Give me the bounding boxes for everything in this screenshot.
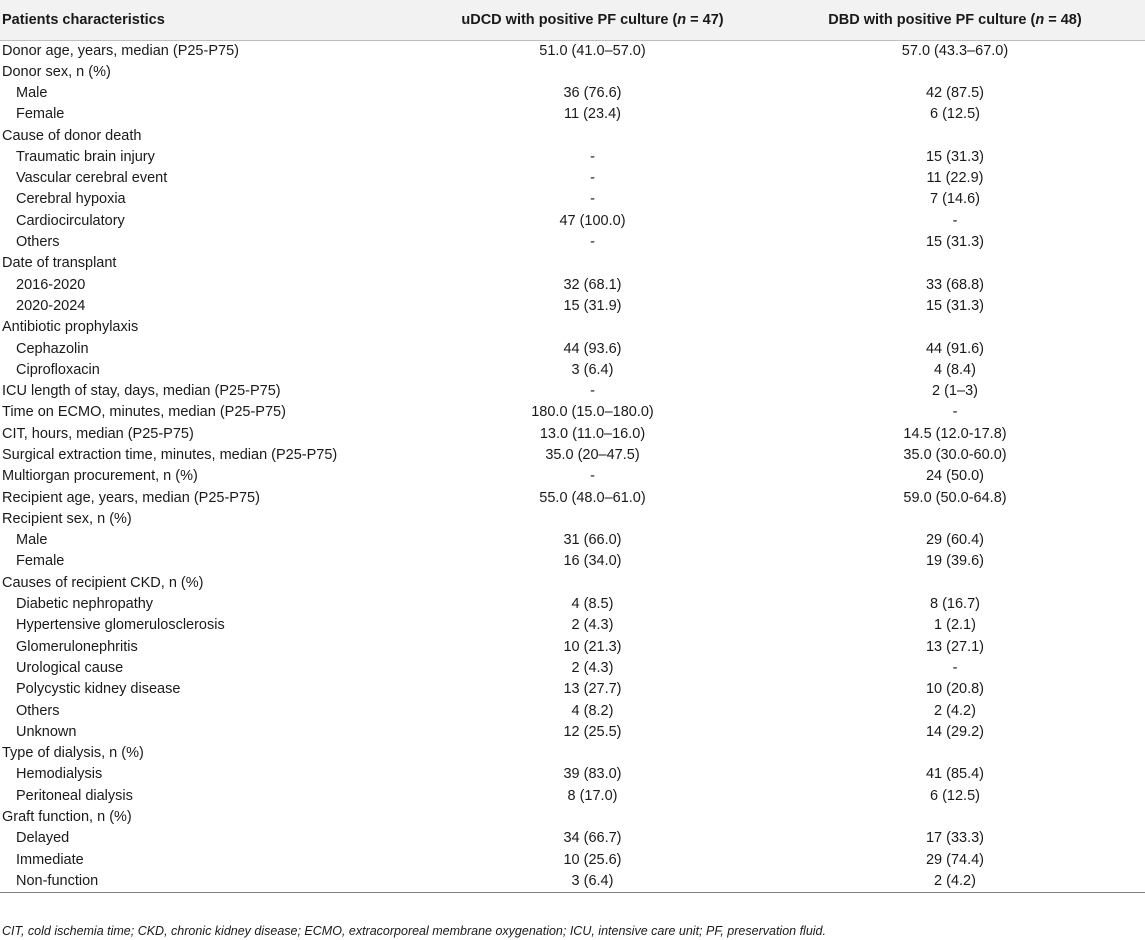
row-label: Cardiocirculatory <box>16 212 125 229</box>
udcd-value: 39 (83.0) <box>563 766 622 783</box>
table-row <box>0 62 1145 83</box>
row-label: Recipient age, years, median (P25-P75) <box>2 489 260 506</box>
dbd-value: 15 (31.3) <box>925 148 985 165</box>
table-row <box>0 487 1145 508</box>
table-row <box>0 296 1145 317</box>
row-label: Causes of recipient CKD, n (%) <box>2 574 204 591</box>
header-dbd-suffix: = 48) <box>1044 11 1082 28</box>
dbd-value: 13 (27.1) <box>925 638 985 655</box>
udcd-value: 31 (66.0) <box>563 532 622 549</box>
table-row <box>0 338 1145 359</box>
table-row <box>0 211 1145 232</box>
table-header <box>0 0 1145 40</box>
row-label: CIT, hours, median (P25-P75) <box>2 425 194 442</box>
dbd-value <box>765 509 1145 530</box>
udcd-value: - <box>590 468 595 485</box>
udcd-value: - <box>590 191 595 208</box>
header-dbd-prefix: DBD with positive PF culture ( <box>828 11 1036 28</box>
row-label: Male <box>16 84 48 101</box>
table-row <box>0 509 1145 530</box>
table-row <box>0 466 1145 487</box>
udcd-value: 32 (68.1) <box>563 276 622 293</box>
row-label: Hemodialysis <box>16 766 103 783</box>
table-row <box>0 764 1145 785</box>
row-label: Donor sex, n (%) <box>2 63 111 80</box>
udcd-value: 10 (21.3) <box>563 638 622 655</box>
table-row <box>0 615 1145 636</box>
row-label: Ciprofloxacin <box>16 361 100 378</box>
dbd-value: 6 (12.5) <box>930 106 980 123</box>
row-label: Graft function, n (%) <box>2 809 132 826</box>
table-row <box>0 786 1145 807</box>
table-row <box>0 40 1145 62</box>
udcd-value: 3 (6.4) <box>571 361 614 378</box>
udcd-value: 51.0 (41.0–57.0) <box>539 42 646 59</box>
dbd-value: - <box>952 404 958 421</box>
row-label: Diabetic nephropathy <box>16 596 154 613</box>
row-label: Cause of donor death <box>2 127 142 144</box>
row-label: Glomerulonephritis <box>16 638 138 655</box>
dbd-value: 1 (2.1) <box>934 617 976 634</box>
table-row <box>0 828 1145 849</box>
dbd-value: 6 (12.5) <box>930 787 980 804</box>
table-row <box>0 274 1145 295</box>
udcd-value: - <box>590 170 595 187</box>
table-row <box>0 381 1145 402</box>
row-label: Female <box>16 553 65 570</box>
row-label: Others <box>16 234 60 251</box>
table-row <box>0 232 1145 253</box>
header-udcd-n: n <box>677 11 687 28</box>
udcd-value <box>420 743 765 764</box>
dbd-value <box>765 253 1145 274</box>
row-label: Peritoneal dialysis <box>16 787 133 804</box>
row-label: Donor age, years, median (P25-P75) <box>2 42 239 59</box>
row-label: Multiorgan procurement, n (%) <box>2 468 198 485</box>
dbd-value <box>765 62 1145 83</box>
udcd-value: 55.0 (48.0–61.0) <box>539 489 646 506</box>
dbd-value: 2 (4.2) <box>765 871 1145 893</box>
udcd-value: 16 (34.0) <box>563 553 622 570</box>
dbd-value: 15 (31.3) <box>925 234 985 251</box>
udcd-value <box>420 62 765 83</box>
row-label: Cephazolin <box>16 340 89 357</box>
udcd-value: 36 (76.6) <box>563 84 622 101</box>
table-row <box>0 573 1145 594</box>
header-patients-characteristics: Patients characteristics <box>0 0 420 40</box>
row-label: Urological cause <box>16 659 124 676</box>
dbd-value <box>765 125 1145 146</box>
table-row <box>0 125 1145 146</box>
dbd-value: 4 (8.4) <box>934 361 976 378</box>
row-label: Male <box>16 532 48 549</box>
udcd-value: 47 (100.0) <box>559 212 626 229</box>
udcd-value <box>420 125 765 146</box>
dbd-value: 29 (74.4) <box>925 851 985 868</box>
udcd-value: - <box>590 234 595 251</box>
dbd-value: 42 (87.5) <box>925 84 985 101</box>
table-row <box>0 722 1145 743</box>
row-label: ICU length of stay, days, median (P25-P75) <box>2 383 281 400</box>
dbd-value: 14 (29.2) <box>925 723 985 740</box>
udcd-value: 11 (23.4) <box>564 106 621 123</box>
dbd-value: 8 (16.7) <box>930 596 980 613</box>
header-udcd <box>420 0 765 40</box>
row-label: Female <box>16 106 65 123</box>
table-row <box>0 658 1145 679</box>
dbd-value: 2 (4.2) <box>934 702 976 719</box>
dbd-value: - <box>952 212 958 229</box>
udcd-value <box>420 509 765 530</box>
dbd-value: 17 (33.3) <box>925 830 985 847</box>
table-row <box>0 83 1145 104</box>
udcd-value: 12 (25.5) <box>563 723 622 740</box>
table-row <box>0 849 1145 870</box>
table-row <box>0 637 1145 658</box>
udcd-value: 13 (27.7) <box>563 681 622 698</box>
row-label: 2020-2024 <box>16 297 86 314</box>
row-label: Recipient sex, n (%) <box>2 510 132 527</box>
row-label: Time on ECMO, minutes, median (P25-P75) <box>2 404 286 421</box>
row-label: Traumatic brain injury <box>16 148 155 165</box>
dbd-value: 11 (22.9) <box>926 170 984 187</box>
dbd-value: 41 (85.4) <box>925 766 985 783</box>
dbd-value: 10 (20.8) <box>925 681 985 698</box>
table-row <box>0 700 1145 721</box>
row-label: Unknown <box>16 723 77 740</box>
header-udcd-prefix: uDCD with positive PF culture ( <box>461 11 678 28</box>
header-dbd-n: n <box>1035 11 1045 28</box>
header-row <box>0 0 1145 40</box>
udcd-value: 44 (93.6) <box>563 340 622 357</box>
table-row <box>0 807 1145 828</box>
udcd-value: 10 (25.6) <box>563 851 622 868</box>
dbd-value: 33 (68.8) <box>925 276 985 293</box>
udcd-value <box>420 807 765 828</box>
dbd-value: 19 (39.6) <box>925 553 985 570</box>
udcd-value: 4 (8.5) <box>571 596 614 613</box>
udcd-value: - <box>590 148 595 165</box>
dbd-value <box>765 743 1145 764</box>
dbd-value: 44 (91.6) <box>925 340 985 357</box>
udcd-value: 4 (8.2) <box>571 702 614 719</box>
header-dbd <box>765 0 1145 40</box>
udcd-value <box>420 573 765 594</box>
table-row <box>0 743 1145 764</box>
table-row <box>0 360 1145 381</box>
table-row <box>0 679 1145 700</box>
udcd-value: 8 (17.0) <box>567 787 618 804</box>
row-label: Others <box>16 702 60 719</box>
table-row <box>0 871 1145 893</box>
dbd-value: 7 (14.6) <box>930 191 980 208</box>
dbd-value: 14.5 (12.0-17.8) <box>903 425 1007 442</box>
table-row <box>0 189 1145 210</box>
row-label: Type of dialysis, n (%) <box>2 745 144 762</box>
table-row <box>0 424 1145 445</box>
dbd-value: 35.0 (30.0-60.0) <box>903 446 1007 463</box>
row-label: Antibiotic prophylaxis <box>2 319 139 336</box>
row-label: Cerebral hypoxia <box>16 191 126 208</box>
table-row <box>0 445 1145 466</box>
table-row <box>0 147 1145 168</box>
udcd-value: 35.0 (20–47.5) <box>545 446 640 463</box>
row-label: Vascular cerebral event <box>16 170 168 187</box>
udcd-value: 180.0 (15.0–180.0) <box>531 404 654 421</box>
header-udcd-suffix: = 47) <box>686 11 724 28</box>
udcd-value: 3 (6.4) <box>420 871 765 893</box>
dbd-value: 57.0 (43.3–67.0) <box>901 42 1009 59</box>
udcd-value <box>420 253 765 274</box>
dbd-value: 24 (50.0) <box>925 468 985 485</box>
table-row <box>0 253 1145 274</box>
table-row <box>0 317 1145 338</box>
udcd-value: - <box>590 383 595 400</box>
row-label: Hypertensive glomerulosclerosis <box>16 617 225 634</box>
row-label: Delayed <box>16 830 70 847</box>
dbd-value <box>765 807 1145 828</box>
table-row <box>0 104 1145 125</box>
row-label: Non-function <box>0 871 420 893</box>
table-body <box>0 40 1145 892</box>
udcd-value <box>420 317 765 338</box>
row-label: Polycystic kidney disease <box>16 681 181 698</box>
dbd-value: 29 (60.4) <box>925 532 985 549</box>
udcd-value: 34 (66.7) <box>563 830 622 847</box>
udcd-value: 2 (4.3) <box>571 659 614 676</box>
table-row <box>0 594 1145 615</box>
row-label: Surgical extraction time, minutes, median (P25-P75) <box>2 446 338 463</box>
table-row <box>0 530 1145 551</box>
table-row <box>0 402 1145 423</box>
table-row <box>0 168 1145 189</box>
udcd-value: 15 (31.9) <box>563 297 622 314</box>
row-label: 2016-2020 <box>16 276 86 293</box>
dbd-value: 2 (1–3) <box>932 383 978 400</box>
dbd-value: 15 (31.3) <box>925 297 985 314</box>
dbd-value <box>765 317 1145 338</box>
dbd-value: 59.0 (50.0-64.8) <box>903 489 1007 506</box>
table-row <box>0 551 1145 572</box>
udcd-value: 13.0 (11.0–16.0) <box>539 425 646 442</box>
row-label: Date of transplant <box>2 255 117 272</box>
row-label: Immediate <box>16 851 84 868</box>
dbd-value: - <box>952 659 958 676</box>
table-footnote: CIT, cold ischemia time; CKD, chronic kidney disease; ECMO, extracorporeal membrane oxygenation; ICU, intensive care unit; PF, preservation fluid. <box>2 924 826 938</box>
udcd-value: 2 (4.3) <box>571 617 614 634</box>
dbd-value <box>765 573 1145 594</box>
